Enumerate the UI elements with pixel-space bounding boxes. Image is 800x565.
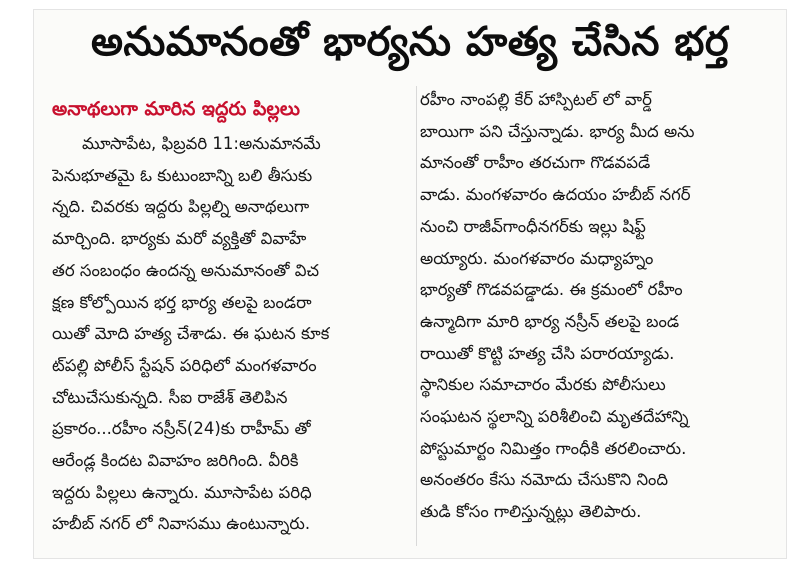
text-line: మానంతో రాహీం తరచుగా గొడవపడే: [420, 153, 651, 173]
text-line: హబీబ్ నగర్ లో నివాసము ఉంటున్నారు.: [52, 514, 311, 534]
article-column-left: [52, 128, 414, 540]
text-line: భార్యతో గొడవపడ్డాడు. ఈ క్రమంలో రహీం: [420, 280, 683, 300]
article-column-right: [420, 84, 778, 528]
text-line: ట్‌పల్లి పోలీస్ స్టేషన్ పరిధిలో మంగళవారం: [52, 355, 317, 375]
text-line: అయ్యారు. మంగళవారం మధ్యాహ్నం: [420, 248, 654, 268]
text-line: తర సంబంధం ఉందన్న అనుమానంతో విచ: [52, 260, 320, 280]
text-line: ప్రకారం...రహీం నస్రీన్(24)కు రాహీమ్ తో: [52, 419, 311, 439]
text-line: మూసాపేట, ఫిబ్రవరి 11:అనుమానమే: [82, 134, 321, 153]
text-line: నుంచి రాజీవ్‌గాంధీనగర్‌కు ఇల్లు షిఫ్ట్: [420, 216, 646, 236]
text-line: పెనుభూతమై ఓ కుటుంబాన్ని బలి తీసుకు: [52, 165, 313, 185]
text-line: ఆరేండ్ల కిందట వివాహం జరిగింది. వీరికి: [52, 451, 299, 471]
headline: అనుమానంతో భార్యను హత్య చేసిన భర్త: [90, 19, 730, 65]
text-line: ఉన్మాదిగా మారి భార్య నస్రీన్ తలపై బండ: [420, 311, 680, 331]
text-line: తుడి కోసం గాలిస్తున్నట్లు తెలిపారు.: [420, 502, 642, 522]
text-line: మార్చింది. భార్యకు మరో వ్యక్తితో వివాహే: [52, 229, 307, 249]
column-divider: [416, 86, 417, 546]
newspaper-clipping: [34, 10, 786, 558]
text-line: చోటుచేసుకున్నది. సీఐ రాజేశ్ తెలిపిన: [52, 387, 288, 407]
text-line: సంఘటన స్థలాన్ని పరిశీలించి మృతదేహాన్ని: [420, 407, 689, 427]
text-line: న్నది. చివరకు ఇద్దరు పిల్లల్ని అనాథలుగా: [52, 197, 310, 217]
text-line: పోస్టుమార్టం నిమిత్తం గాంధీకి తరలించారు.: [420, 438, 687, 458]
text-line: రహీం నాంపల్లి కేర్ హాస్పిటల్ లో వార్డ్: [420, 90, 652, 109]
text-line: యితో మోది హత్య చేశాడు. ఈ ఘటన కూక: [52, 324, 330, 344]
text-line: బాయిగా పని చేస్తున్నాడు. భార్య మీద అను: [420, 121, 695, 141]
text-line: ఇద్దరు పిల్లలు ఉన్నారు. మూసాపేట పరిధి: [52, 482, 312, 502]
text-line: అనంతరం కేసు నమోదు చేసుకొని నింది: [420, 470, 669, 490]
text-line: క్షణ కోల్పోయిన భర్త భార్య తలపై బండరా: [52, 292, 312, 312]
text-line: స్థానికుల సమాచారం మేరకు పోలీసులు: [420, 375, 666, 395]
text-line: వాడు. మంగళవారం ఉదయం హబీబ్ నగర్: [420, 185, 691, 205]
text-line: రాయితో కొట్టి హత్య చేసి పరారయ్యాడు.: [420, 343, 675, 363]
subheadline: అనాథలుగా మారిన ఇద్దరు పిల్లలు: [52, 98, 300, 120]
